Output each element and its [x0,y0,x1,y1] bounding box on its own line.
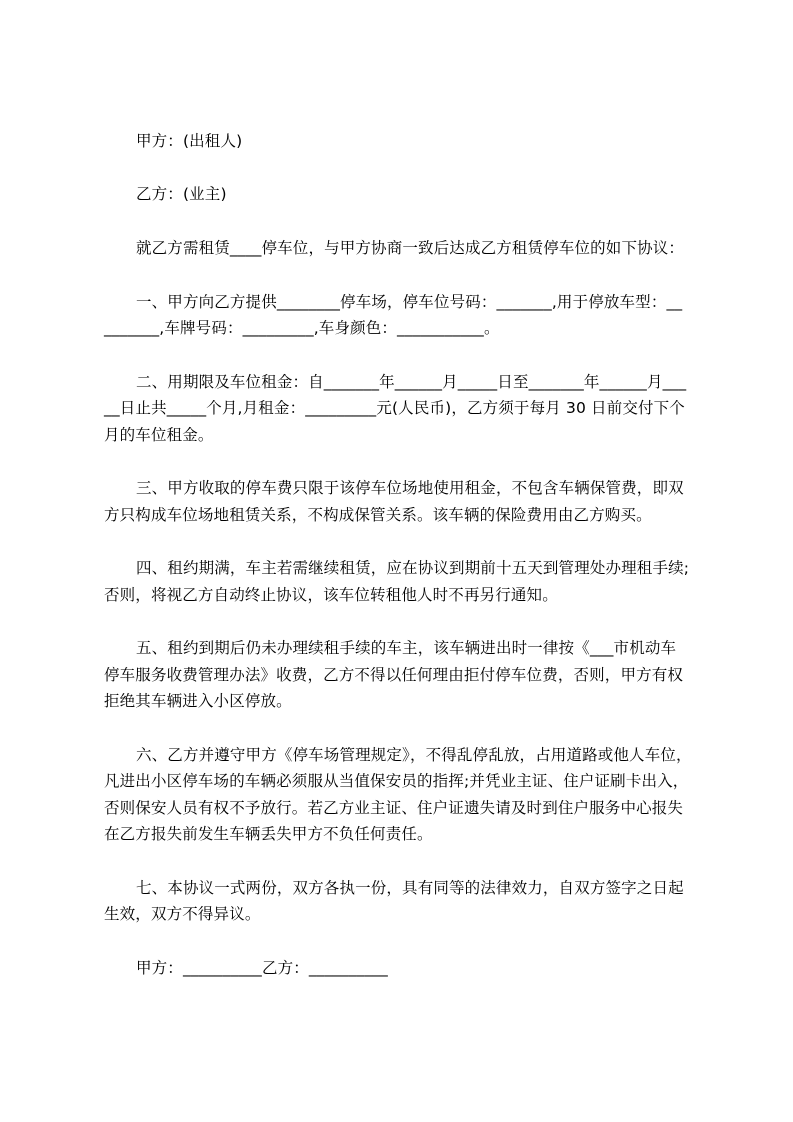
clause-1-line-2: _______,车牌号码：_________,车身颜色：___________。 [104,319,500,337]
party-b-line: 乙方：(业主) [136,185,227,203]
clause-2-line-2: __日止共_____个月,月租金：_________元(人民币)，乙方须于每月 30 日前交付下个 [104,399,685,417]
clause-6-line-3: 否则保安人员有权不予放行。若乙方业主证、住户证遗失请及时到住户服务中心报失 [104,799,684,817]
party-a-line: 甲方：(出租人) [136,132,243,150]
clause-4-line-2: 否则，将视乙方自动终止协议，该车位转租他人时不再另行通知。 [104,586,558,604]
clause-5-line-1: 五、租约到期后仍未办理续租手续的车主，该车辆进出时一律按《___市机动车 [136,639,677,657]
clause-2-line-3: 月的车位租金。 [104,426,214,444]
clause-4-line-1: 四、租约期满，车主若需继续租赁，应在协议到期前十五天到管理处办理租手续; [136,559,690,577]
clause-6-line-1: 六、乙方并遵守甲方《停车场管理规定》，不得乱停乱放，占用道路或他人车位， [136,746,692,764]
clause-3-line-2: 方只构成车位场地租赁关系，不构成保管关系。该车辆的保险费用由乙方购买。 [104,506,652,524]
clause-7-line-2: 生效，双方不得异议。 [104,905,261,923]
clause-2-line-1: 二、用期限及车位租金：自_______年______月_____日至_______年______月___ [136,373,687,391]
clause-7-line-1: 七、本协议一式两份，双方各执一份，具有同等的法律效力，自双方签字之日起 [136,879,684,897]
clause-3-line-1: 三、甲方收取的停车费只限于该停车位场地使用租金，不包含车辆保管费，即双 [136,479,684,497]
clause-5-line-3: 拒绝其车辆进入小区停放。 [104,692,292,710]
intro-paragraph: 就乙方需租赁____停车位，与甲方协商一致后达成乙方租赁停车位的如下协议： [136,239,685,257]
clause-5-line-2: 停车服务收费管理办法》收费，乙方不得以任何理由拒付停车位费，否则，甲方有权 [104,666,684,684]
clause-1-line-1: 一、甲方向乙方提供________停车场，停车位号码：_______,用于停放车型：__ [136,293,683,311]
signature-line: 甲方：__________乙方：__________ [136,959,388,977]
clause-6-line-4: 在乙方报失前发生车辆丢失甲方不负任何责任。 [104,825,433,843]
clause-6-line-2: 凡进出小区停车场的车辆必须服从当值保安员的指挥;并凭业主证、住户证刷卡出入， [104,772,689,790]
